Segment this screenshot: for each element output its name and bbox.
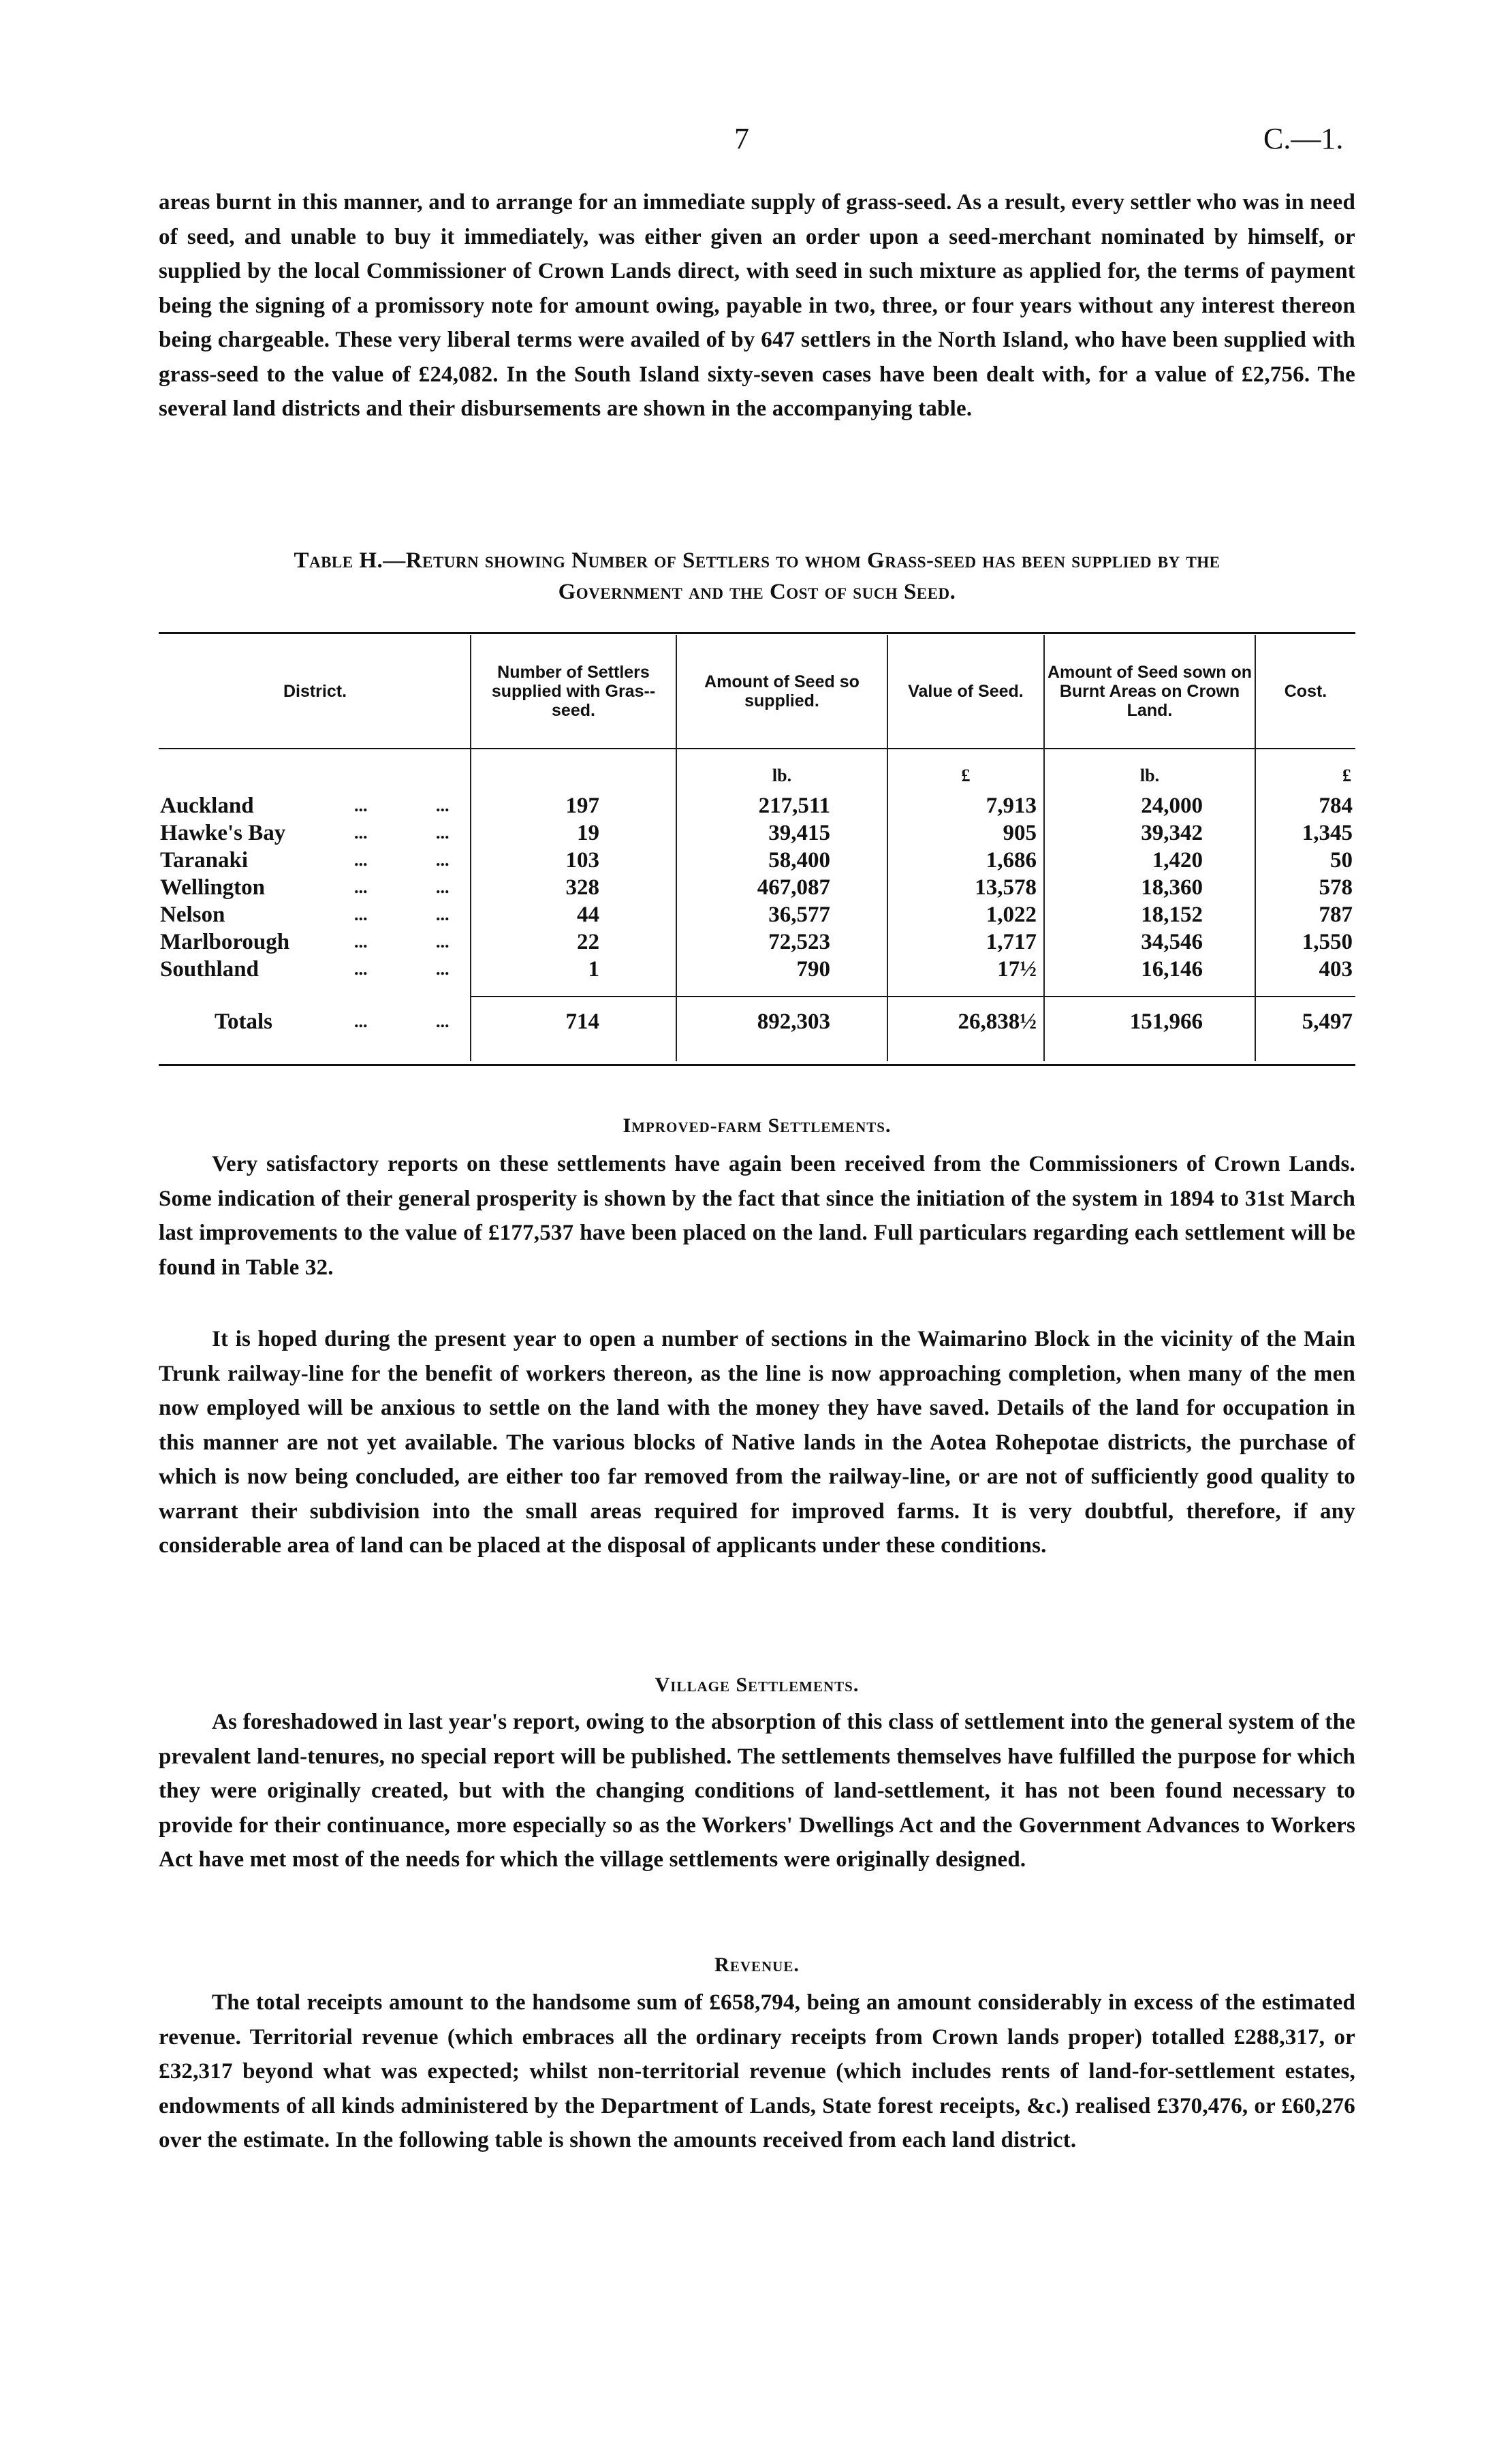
cell-amount: 790 (796, 957, 830, 982)
cell-settlers: 19 (577, 821, 599, 845)
col-header-cost: Cost. (1284, 682, 1327, 701)
leader-dots: ... (354, 905, 368, 924)
district-name: Southland (160, 957, 259, 982)
cell-value: 1,686 (986, 848, 1037, 873)
cell-cost: 50 (1330, 848, 1353, 873)
totals-settlers: 714 (565, 1009, 599, 1034)
unit-cost: £ (1342, 766, 1351, 785)
table-h-title-line1: Table H.—Return showing Number of Settlers to whom Grass-seed has been supplied by the (294, 548, 1220, 573)
district-name: Hawke's Bay (160, 821, 286, 845)
table-h-title (159, 545, 1355, 608)
cell-amount: 58,400 (768, 848, 830, 873)
cell-amount: 36,577 (768, 903, 830, 927)
table-header-rule (159, 748, 1355, 749)
district-name: Auckland (160, 794, 254, 818)
leader-dots: ... (354, 877, 368, 897)
unit-value: £ (961, 766, 971, 785)
cell-sown: 16,146 (1141, 957, 1203, 982)
cell-value: 7,913 (986, 794, 1037, 818)
cell-sown: 34,546 (1141, 930, 1203, 954)
cell-settlers: 22 (577, 930, 599, 954)
section-heading-village: Village Settlements. (655, 1674, 860, 1696)
leader-dots: ... (436, 850, 450, 870)
intro-paragraph: areas burnt in this manner, and to arrange for an immediate supply of grass-seed. As a result, every settler who was in need of seed, and unable to buy it immediately, was either given an order upon a seed-merchant nominated by himself, or supplied by the local Commissioner of Crown Lands direct, with seed in such mixture as applied for, the terms of payment being the signing of a promissory note for amount owing, payable in two, three, or four years without any interest thereon being chargeable. These very liberal terms were availed of by 647 settlers in the North Island, who have been supplied with grass-seed to the value of £24,082. In the South Island sixty-seven cases have been dealt with, for a value of £2,756. The several land districts and their disbursements are shown in the accompanying table. (159, 190, 1355, 421)
section-heading-improved-farm: Improved-farm Settlements. (623, 1114, 892, 1137)
totals-sown: 151,966 (1129, 1009, 1203, 1034)
col-header-value: Value of Seed. (908, 682, 1024, 701)
leader-dots: ... (436, 823, 450, 843)
cell-cost: 1,550 (1302, 930, 1353, 954)
cell-amount: 39,415 (768, 821, 830, 845)
cell-cost: 784 (1319, 794, 1353, 818)
district-name: Wellington (160, 875, 266, 900)
district-name: Marlborough (160, 930, 290, 954)
cell-value: 1,717 (986, 930, 1037, 954)
cell-sown: 18,360 (1141, 875, 1203, 900)
cell-settlers: 197 (565, 794, 599, 818)
cell-settlers: 328 (565, 875, 599, 900)
cell-value: 17½ (997, 957, 1037, 982)
paragraph-text: It is hoped during the present year to open a number of sections in the Waimarino Block in the vicinity of the Main Trunk railway-line for the benefit of workers thereon, as the line is now approaching completion, when many of the men now employed will be anxious to settle on the land with the money they have saved. Details of the land for occupation in this manner are not yet available. The various blocks of Native lands in the Aotea Rohepotae districts, the purchase of which is now being concluded, are either too far removed from the railway-line, or are not of sufficiently good quality to warrant their subdivision into the small areas required for improved farms. It is very doubtful, therefore, if any considerable area of land can be placed at the disposal of applicants under these conditions. (159, 1327, 1355, 1558)
cell-amount: 72,523 (768, 930, 830, 954)
paragraph-text: Very satisfactory reports on these settlements have again been received from the Commissioners of Crown Lands. Some indication of their general prosperity is shown by the fact that since the initiation of the system in 1894 to 31st March last improvements to the value of £177,537 have been placed on the land. Full particulars regarding each settlement will be found in Table 32. (159, 1152, 1355, 1280)
cell-sown: 24,000 (1141, 794, 1203, 818)
totals-label: Totals (215, 1009, 272, 1034)
table-totals-rule (470, 996, 1355, 997)
col-header-settlers: Number of Settlers supplied with Gras--seed. (491, 663, 656, 720)
leader-dots: ... (354, 932, 368, 952)
village-paragraph (159, 1705, 1355, 1877)
improved-farm-paragraph-1 (159, 1147, 1355, 1285)
revenue-paragraph (159, 1986, 1355, 2158)
leader-dots: ... (354, 1012, 368, 1031)
unit-sown: lb. (1139, 766, 1160, 785)
page-number: 7 (734, 122, 749, 155)
leader-dots: ... (436, 959, 450, 979)
cell-amount: 217,511 (758, 794, 830, 818)
leader-dots: ... (354, 850, 368, 870)
cell-sown: 18,152 (1141, 903, 1203, 927)
leader-dots: ... (354, 959, 368, 979)
cell-cost: 578 (1319, 875, 1353, 900)
leader-dots: ... (436, 905, 450, 924)
col-header-amount: Amount of Seed so supplied. (704, 672, 860, 710)
leader-dots: ... (436, 877, 450, 897)
document-code: C.—1. (1263, 122, 1344, 155)
cell-sown: 39,342 (1141, 821, 1203, 845)
unit-amount: lb. (772, 766, 792, 785)
cell-cost: 1,345 (1302, 821, 1353, 845)
district-name: Nelson (160, 903, 225, 927)
leader-dots: ... (436, 932, 450, 952)
col-header-sown: Amount of Seed sown on Burnt Areas on Crown Land. (1048, 663, 1252, 720)
paragraph-text: As foreshadowed in last year's report, owing to the absorption of this class of settlement into the general system of the prevalent land-tenures, no special report will be published. The settlements themselves have fulfilled the purpose for which they were originally created, but with the changing conditions of land-settlement, it has not been found necessary to provide for their continuance, more especially so as the Workers' Dwellings Act and the Government Advances to Workers Act have met most of the needs for which the village settlements were originally designed. (159, 1710, 1355, 1872)
cell-value: 905 (1003, 821, 1037, 845)
improved-farm-paragraph-2 (159, 1322, 1355, 1563)
col-header-district: District. (283, 682, 347, 701)
table-top-rule (159, 632, 1355, 634)
leader-dots: ... (354, 796, 368, 815)
cell-settlers: 44 (577, 903, 599, 927)
leader-dots: ... (354, 823, 368, 843)
leader-dots: ... (436, 796, 450, 815)
cell-value: 13,578 (975, 875, 1037, 900)
district-name: Taranaki (160, 848, 249, 873)
totals-value: 26,838½ (958, 1009, 1037, 1034)
totals-cost: 5,497 (1302, 1009, 1353, 1034)
cell-cost: 403 (1319, 957, 1353, 982)
table-h-title-line2: Government and the Cost of such Seed. (558, 580, 956, 604)
cell-cost: 787 (1319, 903, 1353, 927)
cell-value: 1,022 (986, 903, 1037, 927)
cell-settlers: 1 (588, 957, 599, 982)
cell-amount: 467,087 (757, 875, 830, 900)
table-bottom-rule (159, 1064, 1355, 1066)
cell-settlers: 103 (565, 848, 599, 873)
paragraph-text: The total receipts amount to the handsome sum of £658,794, being an amount considerably in excess of the estimated revenue. Territorial revenue (which embraces all the ordinary receipts from Crown lands proper) totalled £288,317, or £32,317 beyond what was expected; whilst non-territorial revenue (which includes rents of land-for-settlement estates, endowments of all kinds administered by the Department of Lands, State forest receipts, &c.) realised £370,476, or £60,276 over the estimate. In the following table is shown the amounts received from each land district. (159, 1990, 1355, 2152)
cell-sown: 1,420 (1152, 848, 1203, 873)
leader-dots: ... (436, 1012, 450, 1031)
section-heading-revenue: Revenue. (714, 1954, 800, 1976)
totals-amount: 892,303 (757, 1009, 830, 1034)
